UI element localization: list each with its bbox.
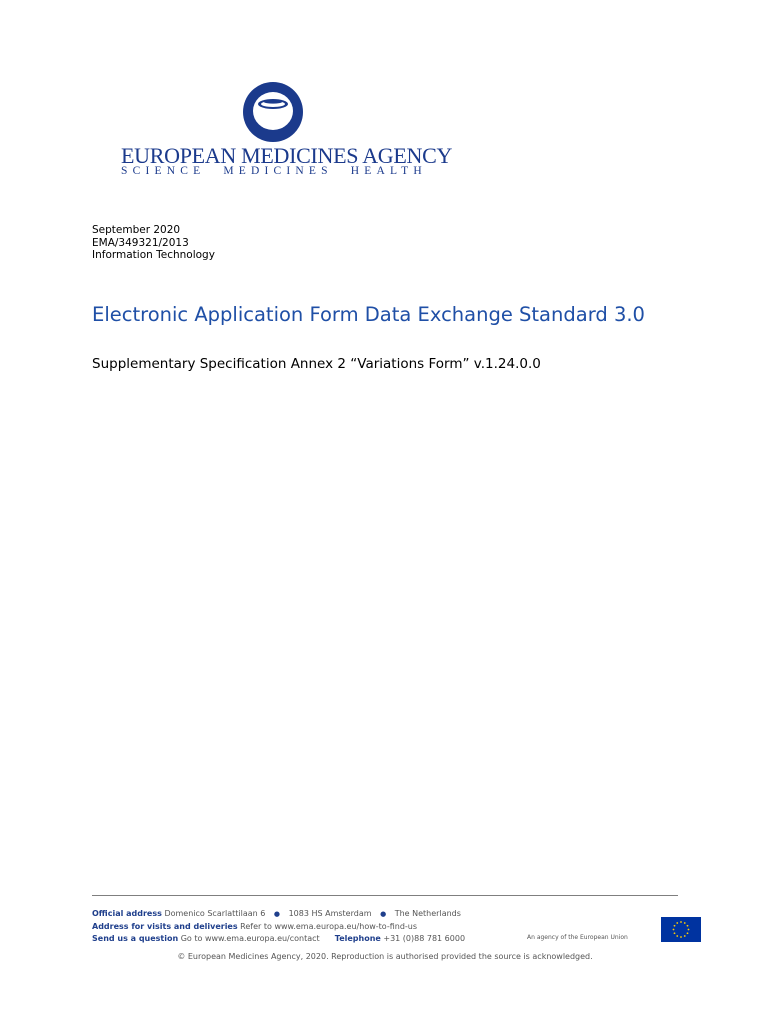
- visits-link[interactable]: Refer to www.ema.europa.eu/how-to-find-us: [240, 921, 418, 931]
- agency-name: EUROPEAN MEDICINES AGENCY: [121, 143, 453, 168]
- document-title: Electronic Application Form Data Exchange Standard 3.0: [92, 303, 645, 326]
- question-label: Send us a question: [92, 934, 179, 943]
- eu-flag-icon: [661, 917, 701, 942]
- official-address-street: Domenico Scarlattilaan 6: [164, 909, 266, 918]
- official-address-city: 1083 HS Amsterdam: [288, 909, 372, 918]
- official-address-country: The Netherlands: [394, 909, 461, 918]
- contact-link[interactable]: Go to www.ema.europa.eu/contact: [180, 934, 320, 943]
- ema-emblem-icon: [243, 82, 303, 142]
- document-department: Information Technology: [92, 249, 215, 261]
- document-meta: [92, 224, 215, 262]
- document-date: September 2020: [92, 224, 181, 236]
- telephone-label: Telephone: [334, 934, 381, 943]
- agency-tagline: [121, 165, 427, 177]
- footer-official-address: [92, 908, 465, 921]
- visits-label: Address for visits and deliveries: [92, 921, 238, 931]
- telephone-number: +31 (0)88 781 6000: [383, 934, 466, 943]
- document-reference: EMA/349321/2013: [92, 236, 189, 249]
- footer-divider: [92, 895, 678, 896]
- footer-question: [92, 933, 465, 946]
- tagline-medicines: MEDICINES: [223, 165, 333, 177]
- bullet-icon: ●: [273, 910, 281, 918]
- document-subtitle: Supplementary Specification Annex 2 “Variations Form” v.1.24.0.0: [92, 356, 541, 372]
- official-address-label: Official address: [92, 909, 162, 918]
- eu-agency-note: An agency of the European Union: [527, 934, 628, 941]
- tagline-health: HEALTH: [350, 165, 427, 177]
- tagline-science: SCIENCE: [121, 165, 206, 177]
- footer-visits: [92, 921, 465, 934]
- bullet-icon: ●: [380, 910, 387, 918]
- copyright-notice: © European Medicines Agency, 2020. Reproduction is authorised provided the source is acknowledged.: [177, 952, 593, 961]
- footer-contact: [92, 908, 465, 946]
